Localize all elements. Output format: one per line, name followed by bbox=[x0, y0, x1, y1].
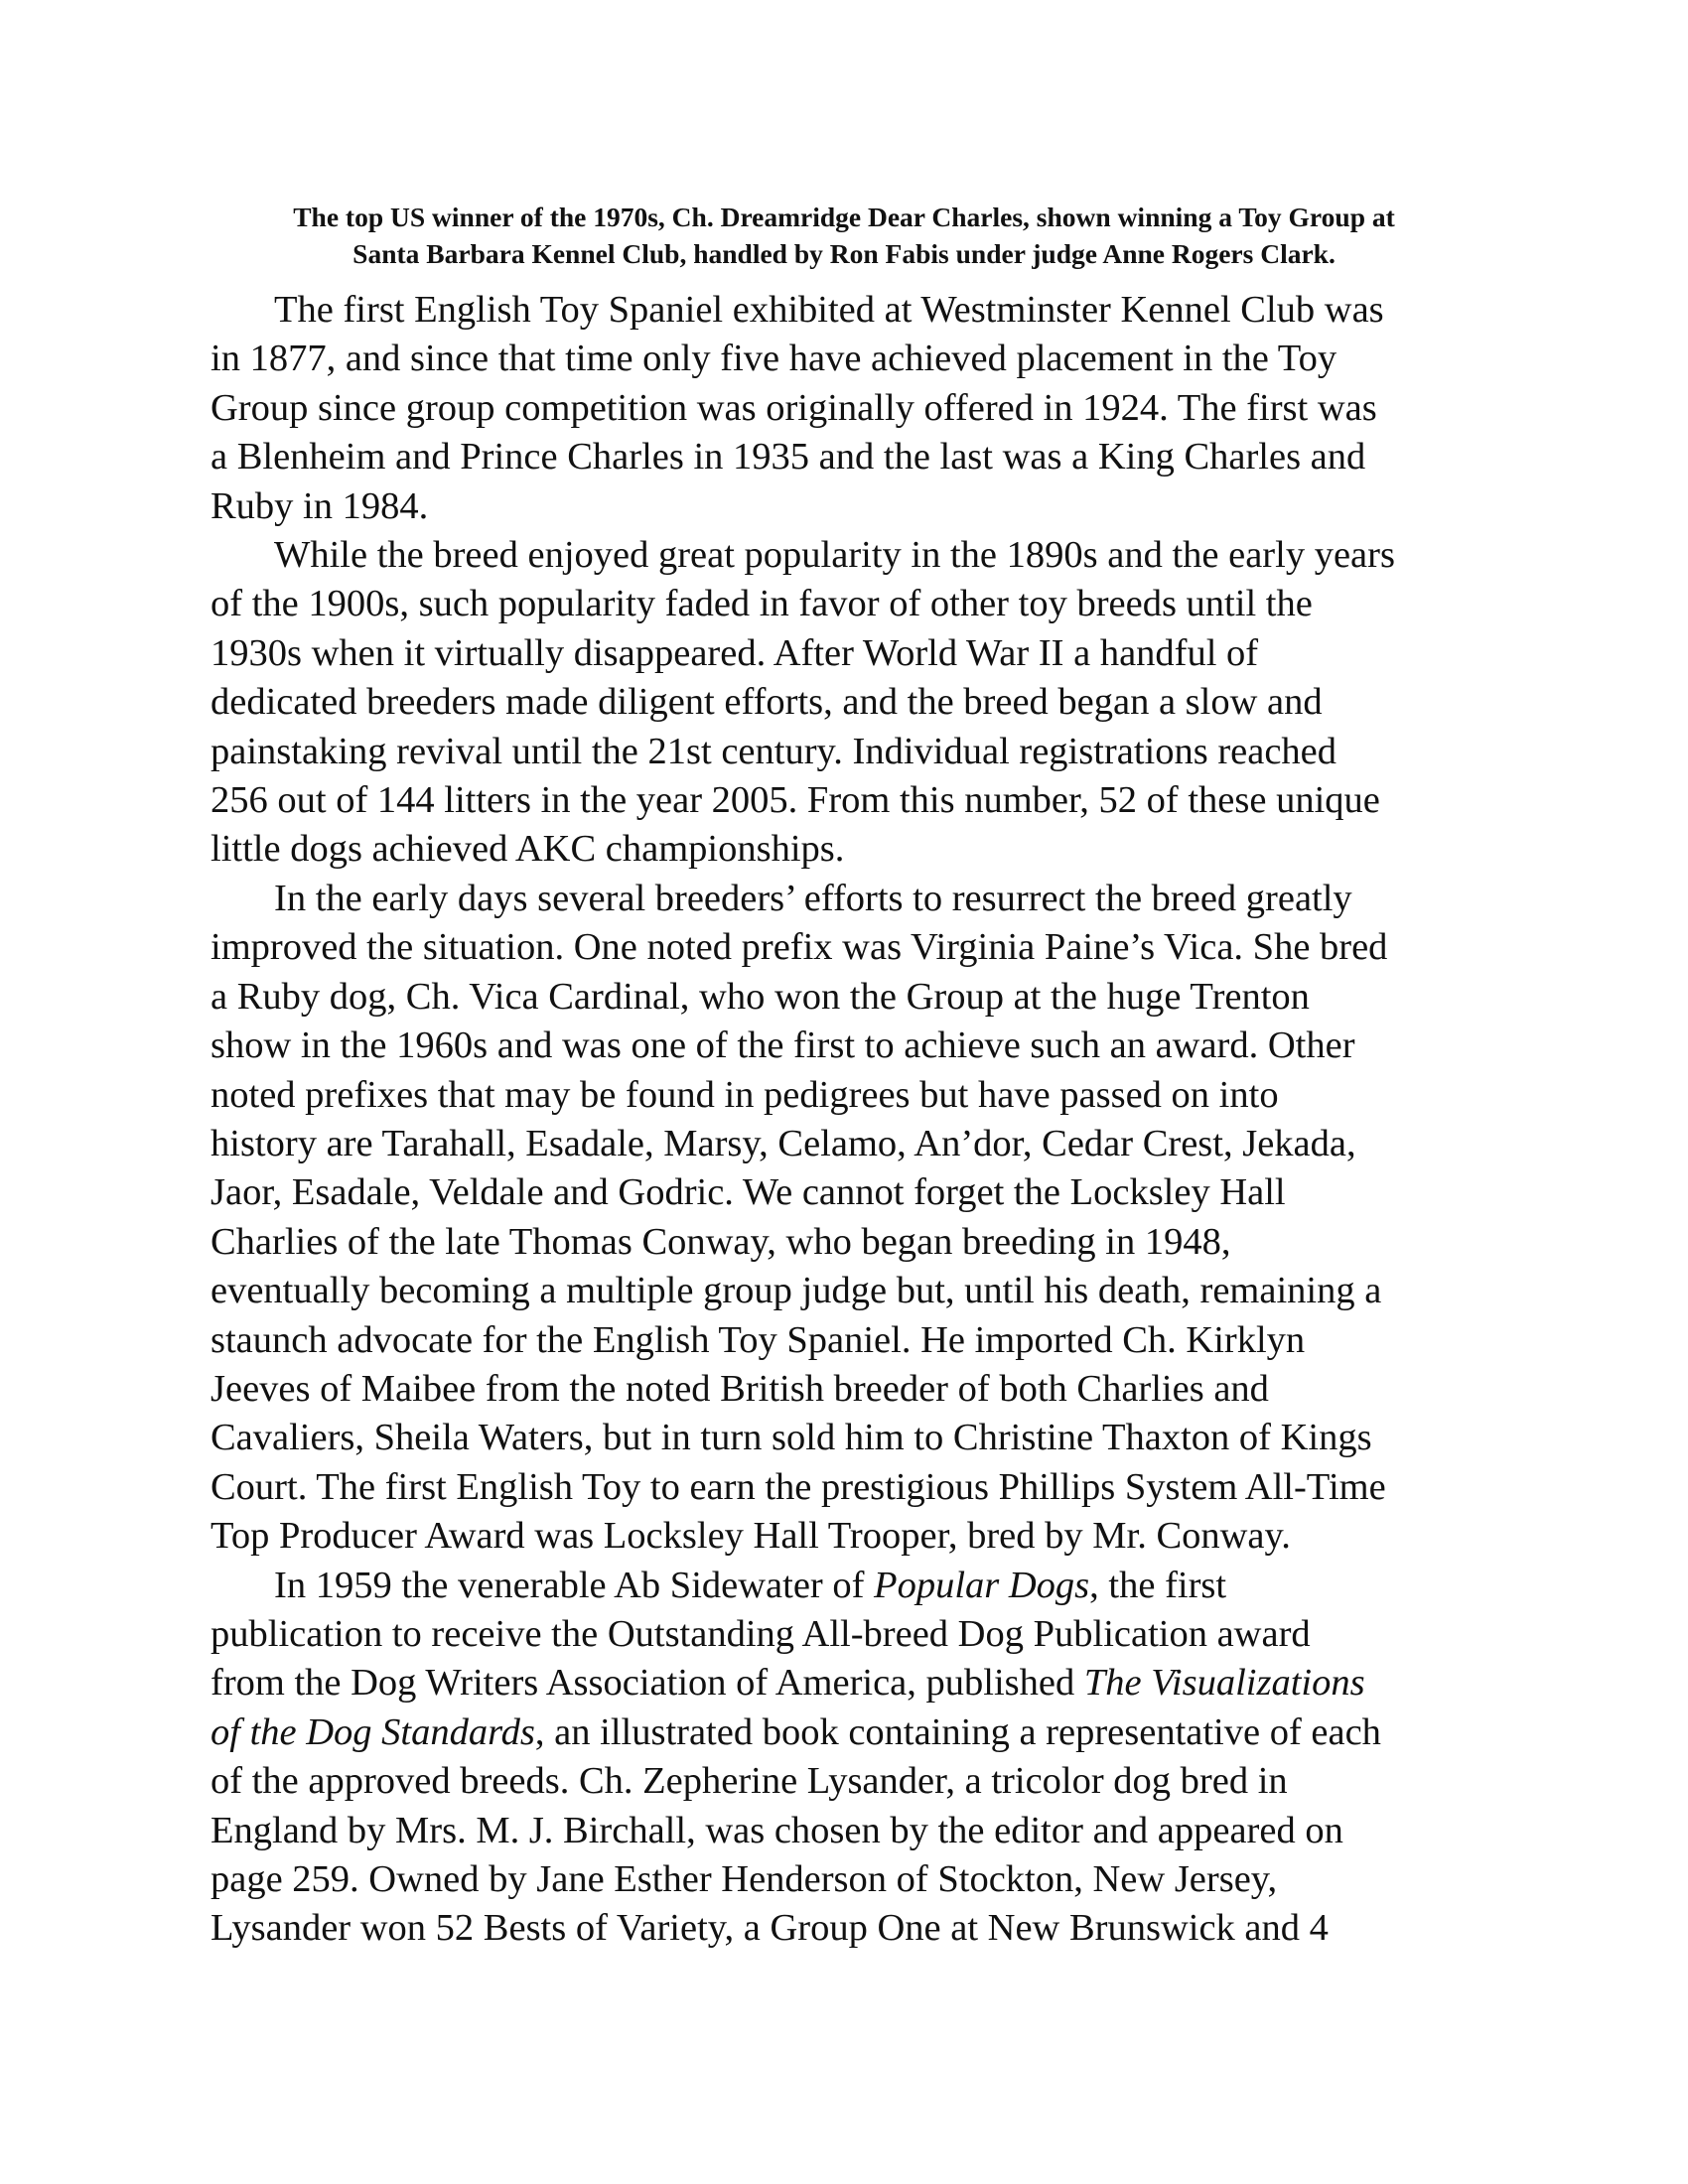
text-line: dedicated breeders made diligent efforts, and the breed began a slow and bbox=[211, 681, 1323, 724]
text-line: little dogs achieved AKC championships. bbox=[211, 828, 845, 871]
text-line: improved the situation. One noted prefix was Virginia Paine’s Vica. She bred bbox=[211, 926, 1388, 969]
text-line: Lysander won 52 Bests of Variety, a Group One at New Brunswick and 4 bbox=[211, 1907, 1329, 1950]
text-line bbox=[211, 1562, 1531, 1610]
text-line: a Blenheim and Prince Charles in 1935 and the last was a King Charles and bbox=[211, 436, 1366, 478]
photo-caption bbox=[199, 199, 1489, 272]
text-line: While the breed enjoyed great popularity in the 1890s and the early years bbox=[274, 534, 1395, 577]
text-line: In the early days several breeders’ efforts to resurrect the breed greatly bbox=[274, 877, 1352, 919]
text-line: Court. The first English Toy to earn the prestigious Phillips System All-Time bbox=[211, 1465, 1386, 1508]
text-line: The first English Toy Spaniel exhibited at Westminster Kennel Club was bbox=[274, 289, 1384, 331]
caption-line: Santa Barbara Kennel Club, handled by Ron Fabis under judge Anne Rogers Clark. bbox=[352, 238, 1336, 269]
text-line: of the 1900s, such popularity faded in favor of other toy breeds until the bbox=[211, 583, 1313, 625]
book-title: The Visualizations bbox=[1083, 1662, 1365, 1705]
text-line: Top Producer Award was Locksley Hall Trooper, bred by Mr. Conway. bbox=[211, 1515, 1291, 1558]
text-line: 256 out of 144 litters in the year 2005. From this number, 52 of these unique bbox=[211, 779, 1380, 822]
text-line: noted prefixes that may be found in pedigrees but have passed on into bbox=[211, 1073, 1279, 1116]
text-run: In 1959 the venerable Ab Sidewater of bbox=[274, 1564, 875, 1606]
text-line: Ruby in 1984. bbox=[211, 484, 429, 527]
text-line: Jaor, Esadale, Veldale and Godric. We cannot forget the Locksley Hall bbox=[211, 1171, 1286, 1214]
paragraph-popular-dogs bbox=[211, 1562, 1531, 1954]
text-run: , an illustrated book containing a representative of each bbox=[534, 1710, 1381, 1753]
text-line: in 1877, and since that time only five have achieved placement in the Toy bbox=[211, 338, 1337, 380]
article-body bbox=[211, 286, 1531, 1954]
book-title: of the Dog Standards bbox=[211, 1710, 535, 1753]
text-line: history are Tarahall, Esadale, Marsy, Celamo, An’dor, Cedar Crest, Jekada, bbox=[211, 1122, 1356, 1164]
text-line: eventually becoming a multiple group judge but, until his death, remaining a bbox=[211, 1270, 1382, 1312]
text-line bbox=[211, 1708, 1531, 1757]
text-line: Cavaliers, Sheila Waters, but in turn sold him to Christine Thaxton of Kings bbox=[211, 1417, 1372, 1459]
text-line: Group since group competition was originally offered in 1924. The first was bbox=[211, 386, 1377, 429]
text-line: of the approved breeds. Ch. Zepherine Lysander, a tricolor dog bred in bbox=[211, 1760, 1288, 1803]
paragraph-early-breeders bbox=[211, 875, 1531, 1562]
publication-title: Popular Dogs bbox=[874, 1564, 1090, 1606]
text-line: publication to receive the Outstanding All-breed Dog Publication award bbox=[211, 1612, 1311, 1655]
text-line: England by Mrs. M. J. Birchall, was chosen by the editor and appeared on bbox=[211, 1809, 1343, 1851]
caption-line: The top US winner of the 1970s, Ch. Dreamridge Dear Charles, shown winning a Toy Group at bbox=[293, 202, 1395, 232]
text-line: 1930s when it virtually disappeared. After World War II a handful of bbox=[211, 631, 1259, 674]
text-line: Charlies of the late Thomas Conway, who began breeding in 1948, bbox=[211, 1220, 1231, 1263]
text-line: show in the 1960s and was one of the first to achieve such an award. Other bbox=[211, 1024, 1355, 1067]
paragraph-breed-popularity bbox=[211, 531, 1531, 875]
text-line bbox=[211, 1659, 1531, 1707]
text-run: from the Dog Writers Association of America, published bbox=[211, 1662, 1084, 1705]
paragraph-westminster-history bbox=[211, 286, 1531, 531]
text-line: Jeeves of Maibee from the noted British breeder of both Charlies and bbox=[211, 1367, 1269, 1410]
text-line: a Ruby dog, Ch. Vica Cardinal, who won the Group at the huge Trenton bbox=[211, 975, 1310, 1018]
text-line: painstaking revival until the 21st century. Individual registrations reached bbox=[211, 730, 1337, 772]
text-line: staunch advocate for the English Toy Spaniel. He imported Ch. Kirklyn bbox=[211, 1318, 1306, 1361]
text-run: , the first bbox=[1089, 1564, 1227, 1606]
text-line: page 259. Owned by Jane Esther Henderson of Stockton, New Jersey, bbox=[211, 1858, 1278, 1900]
